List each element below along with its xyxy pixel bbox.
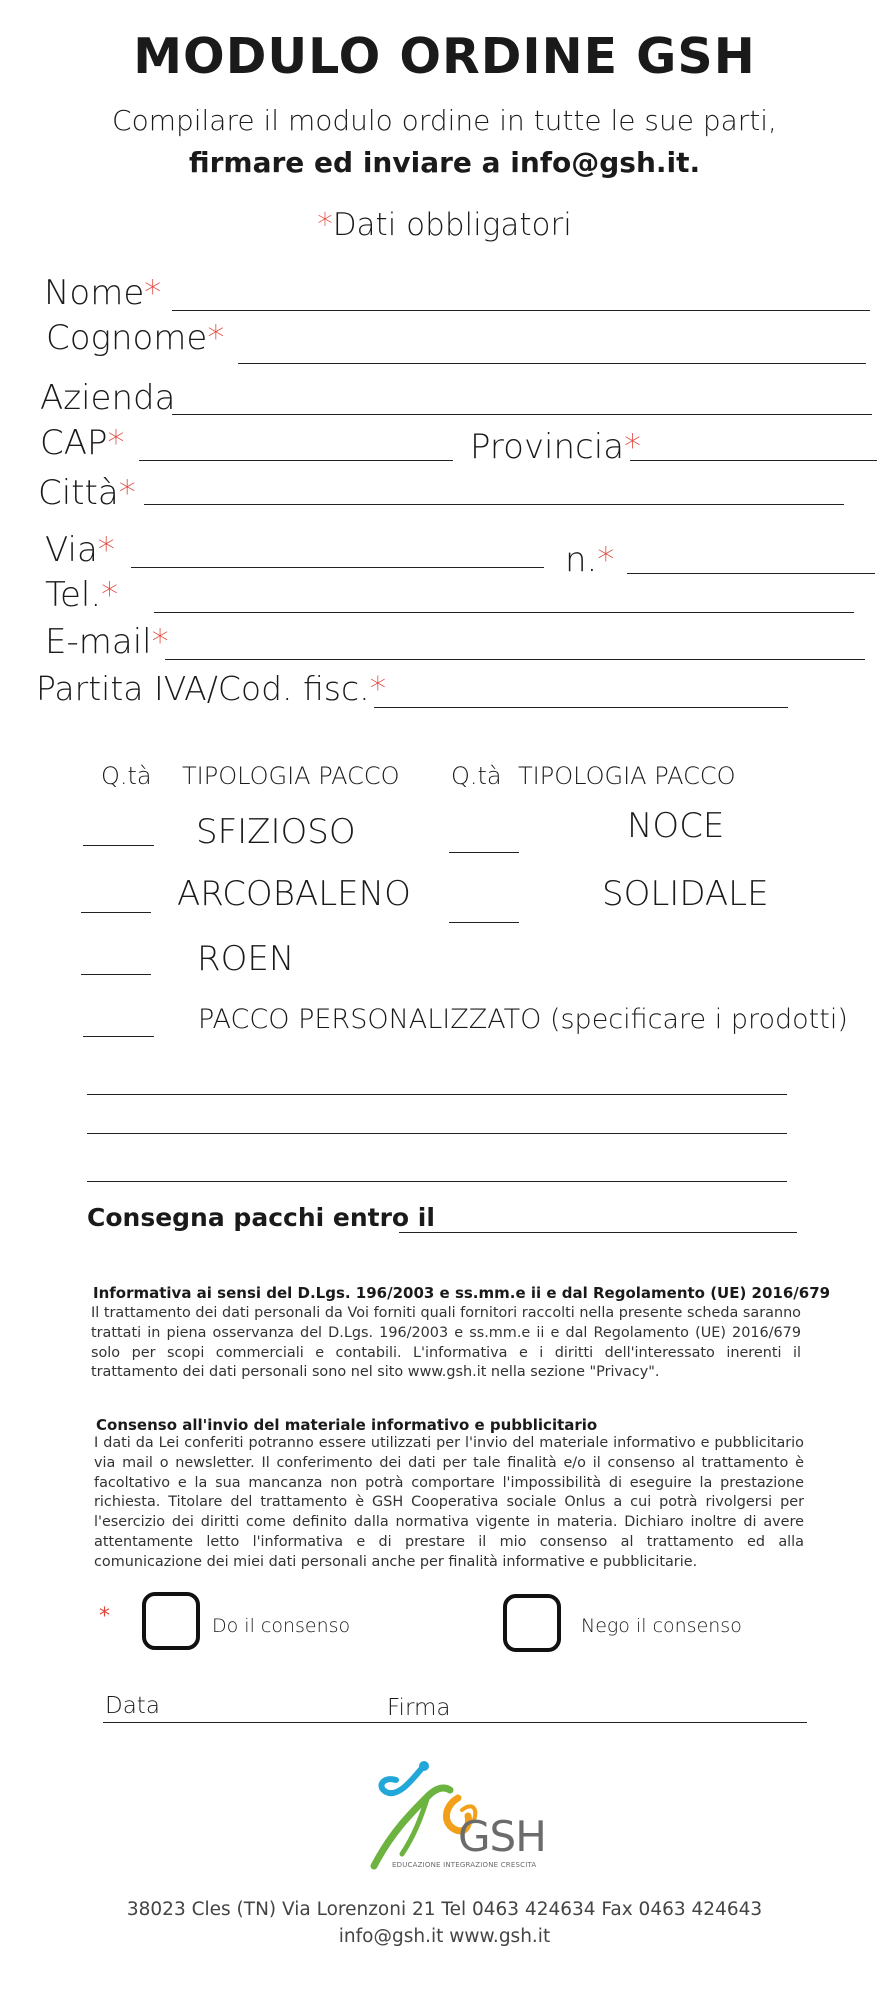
partita-iva-label: Partita IVA/Cod. fisc.* <box>36 669 387 708</box>
provincia-field[interactable] <box>630 460 877 461</box>
privacy-heading: Informativa ai sensi del D.Lgs. 196/2003 e ss.mm.e ii e dal Regolamento (UE) 2016/679 <box>93 1284 831 1302</box>
required-asterisk: * <box>317 207 333 243</box>
via-label: Via* <box>45 530 115 570</box>
delivery-date-field[interactable] <box>399 1232 797 1233</box>
form-instructions-bold: firmare ed inviare a info@gsh.it. <box>188 146 701 179</box>
deny-consent-label: Nego il consenso <box>581 1615 742 1637</box>
citta-label: Città* <box>38 473 136 513</box>
required-asterisk: * <box>97 530 115 570</box>
signature-line[interactable] <box>103 1722 807 1723</box>
nome-field[interactable] <box>172 310 870 311</box>
deny-consent-checkbox[interactable] <box>503 1594 561 1652</box>
email-field[interactable] <box>165 659 865 660</box>
qty-field-noce[interactable] <box>449 852 519 853</box>
qty-field-solidale[interactable] <box>449 922 519 923</box>
cap-field[interactable] <box>139 460 453 461</box>
required-asterisk: * <box>144 273 162 313</box>
qty-field-sfizioso[interactable] <box>83 845 154 846</box>
numero-label: n.* <box>565 540 615 580</box>
type-header: TIPOLOGIA PACCO <box>182 762 400 790</box>
custom-products-line[interactable] <box>87 1133 787 1134</box>
product-arcobaleno: ARCOBALENO <box>177 874 411 914</box>
required-asterisk: * <box>107 423 125 463</box>
qty-field-roen[interactable] <box>81 974 151 975</box>
type-header: TIPOLOGIA PACCO <box>518 762 736 790</box>
qty-header: Q.tà <box>451 762 502 790</box>
consent-heading: Consenso all'invio del materiale informativo e pubblicitario <box>96 1416 598 1434</box>
required-asterisk: * <box>101 575 119 615</box>
azienda-field[interactable] <box>172 414 872 415</box>
required-note-text: Dati obbligatori <box>332 207 572 243</box>
via-field[interactable] <box>131 567 544 568</box>
product-solidale: SOLIDALE <box>602 874 769 914</box>
logo-name: GSH <box>458 1812 546 1861</box>
give-consent-checkbox[interactable] <box>142 1592 200 1650</box>
product-roen: ROEN <box>197 939 295 979</box>
qty-header: Q.tà <box>101 762 152 790</box>
product-sfizioso: SFIZIOSO <box>196 812 356 852</box>
product-noce: NOCE <box>627 806 725 846</box>
form-instructions: Compilare il modulo ordine in tutte le sue parti, <box>112 104 777 137</box>
consent-text: I dati da Lei conferiti potranno essere utilizzati per l'invio del materiale informativo e pubblicitario via mail o newsletter. Il conferimento dei dati per tale finalità e/o il consenso al trattamento è facoltativo e la sua mancanza non potrà comportare l'impossibilità di eseguire la prestazione richiesta. Titolare del trattamento è GSH Cooperativa sociale Onlus a cui potrà rivolgersi per l'esercizio dei diritti come definito dalla normativa vigente in materia. Dichiaro inoltre di avere attentamente letto l'informativa e di prestare il mio consenso al trattamento ed alla comunicazione dei miei dati personali anche per finalità informative e pubblicitarie. <box>94 1435 804 1570</box>
footer-contacts: info@gsh.it www.gsh.it <box>338 1926 551 1947</box>
citta-field[interactable] <box>144 504 844 505</box>
give-consent-label: Do il consenso <box>212 1615 351 1637</box>
qty-field-arcobaleno[interactable] <box>81 912 151 913</box>
numero-field[interactable] <box>627 573 875 574</box>
email-label: E-mail* <box>45 622 169 662</box>
custom-products-line[interactable] <box>87 1181 787 1182</box>
firma-label: Firma <box>387 1695 451 1721</box>
footer-address: 38023 Cles (TN) Via Lorenzoni 21 Tel 0463 424634 Fax 0463 424643 <box>126 1899 763 1920</box>
qty-field-personalizzato[interactable] <box>83 1036 154 1037</box>
delivery-label: Consegna pacchi entro il <box>87 1203 435 1232</box>
required-asterisk: * <box>624 427 642 467</box>
azienda-label: Azienda <box>40 378 176 418</box>
cognome-field[interactable] <box>238 363 866 364</box>
tel-label: Tel.* <box>45 575 119 615</box>
gsh-logo <box>366 1758 546 1880</box>
provincia-label: Provincia* <box>470 427 642 467</box>
nome-label: Nome* <box>44 273 162 313</box>
required-asterisk: * <box>207 318 225 358</box>
privacy-text: Il trattamento dei dati personali da Voi forniti quali fornitori raccolti nella presente scheda saranno trattati in piena osservanza del D.Lgs. 196/2003 e ss.mm.e ii e dal Regolamento (UE) 2016/679 solo per scopi commerciali e contabili. L'informativa e i diritti dell'interessato inerenti il trattamento dei dati personali sono nel sito www.gsh.it nella sezione "Privacy". <box>91 1305 801 1381</box>
required-asterisk: * <box>597 540 615 580</box>
cognome-label: Cognome* <box>46 318 225 358</box>
tel-field[interactable] <box>154 612 854 613</box>
product-personalizzato: PACCO PERSONALIZZATO (specificare i prodotti) <box>198 1004 848 1035</box>
custom-products-line[interactable] <box>87 1094 787 1095</box>
required-asterisk: * <box>151 622 169 662</box>
form-title: MODULO ORDINE GSH <box>133 28 756 85</box>
cap-label: CAP* <box>40 423 125 463</box>
required-asterisk: * <box>369 669 387 708</box>
required-asterisk: * <box>99 1604 110 1629</box>
partita-iva-field[interactable] <box>374 707 788 708</box>
data-label: Data <box>105 1693 160 1719</box>
logo-tagline: EDUCAZIONE INTEGRAZIONE CRESCITA <box>392 1861 537 1869</box>
required-note <box>0 207 889 243</box>
required-asterisk: * <box>118 473 136 513</box>
